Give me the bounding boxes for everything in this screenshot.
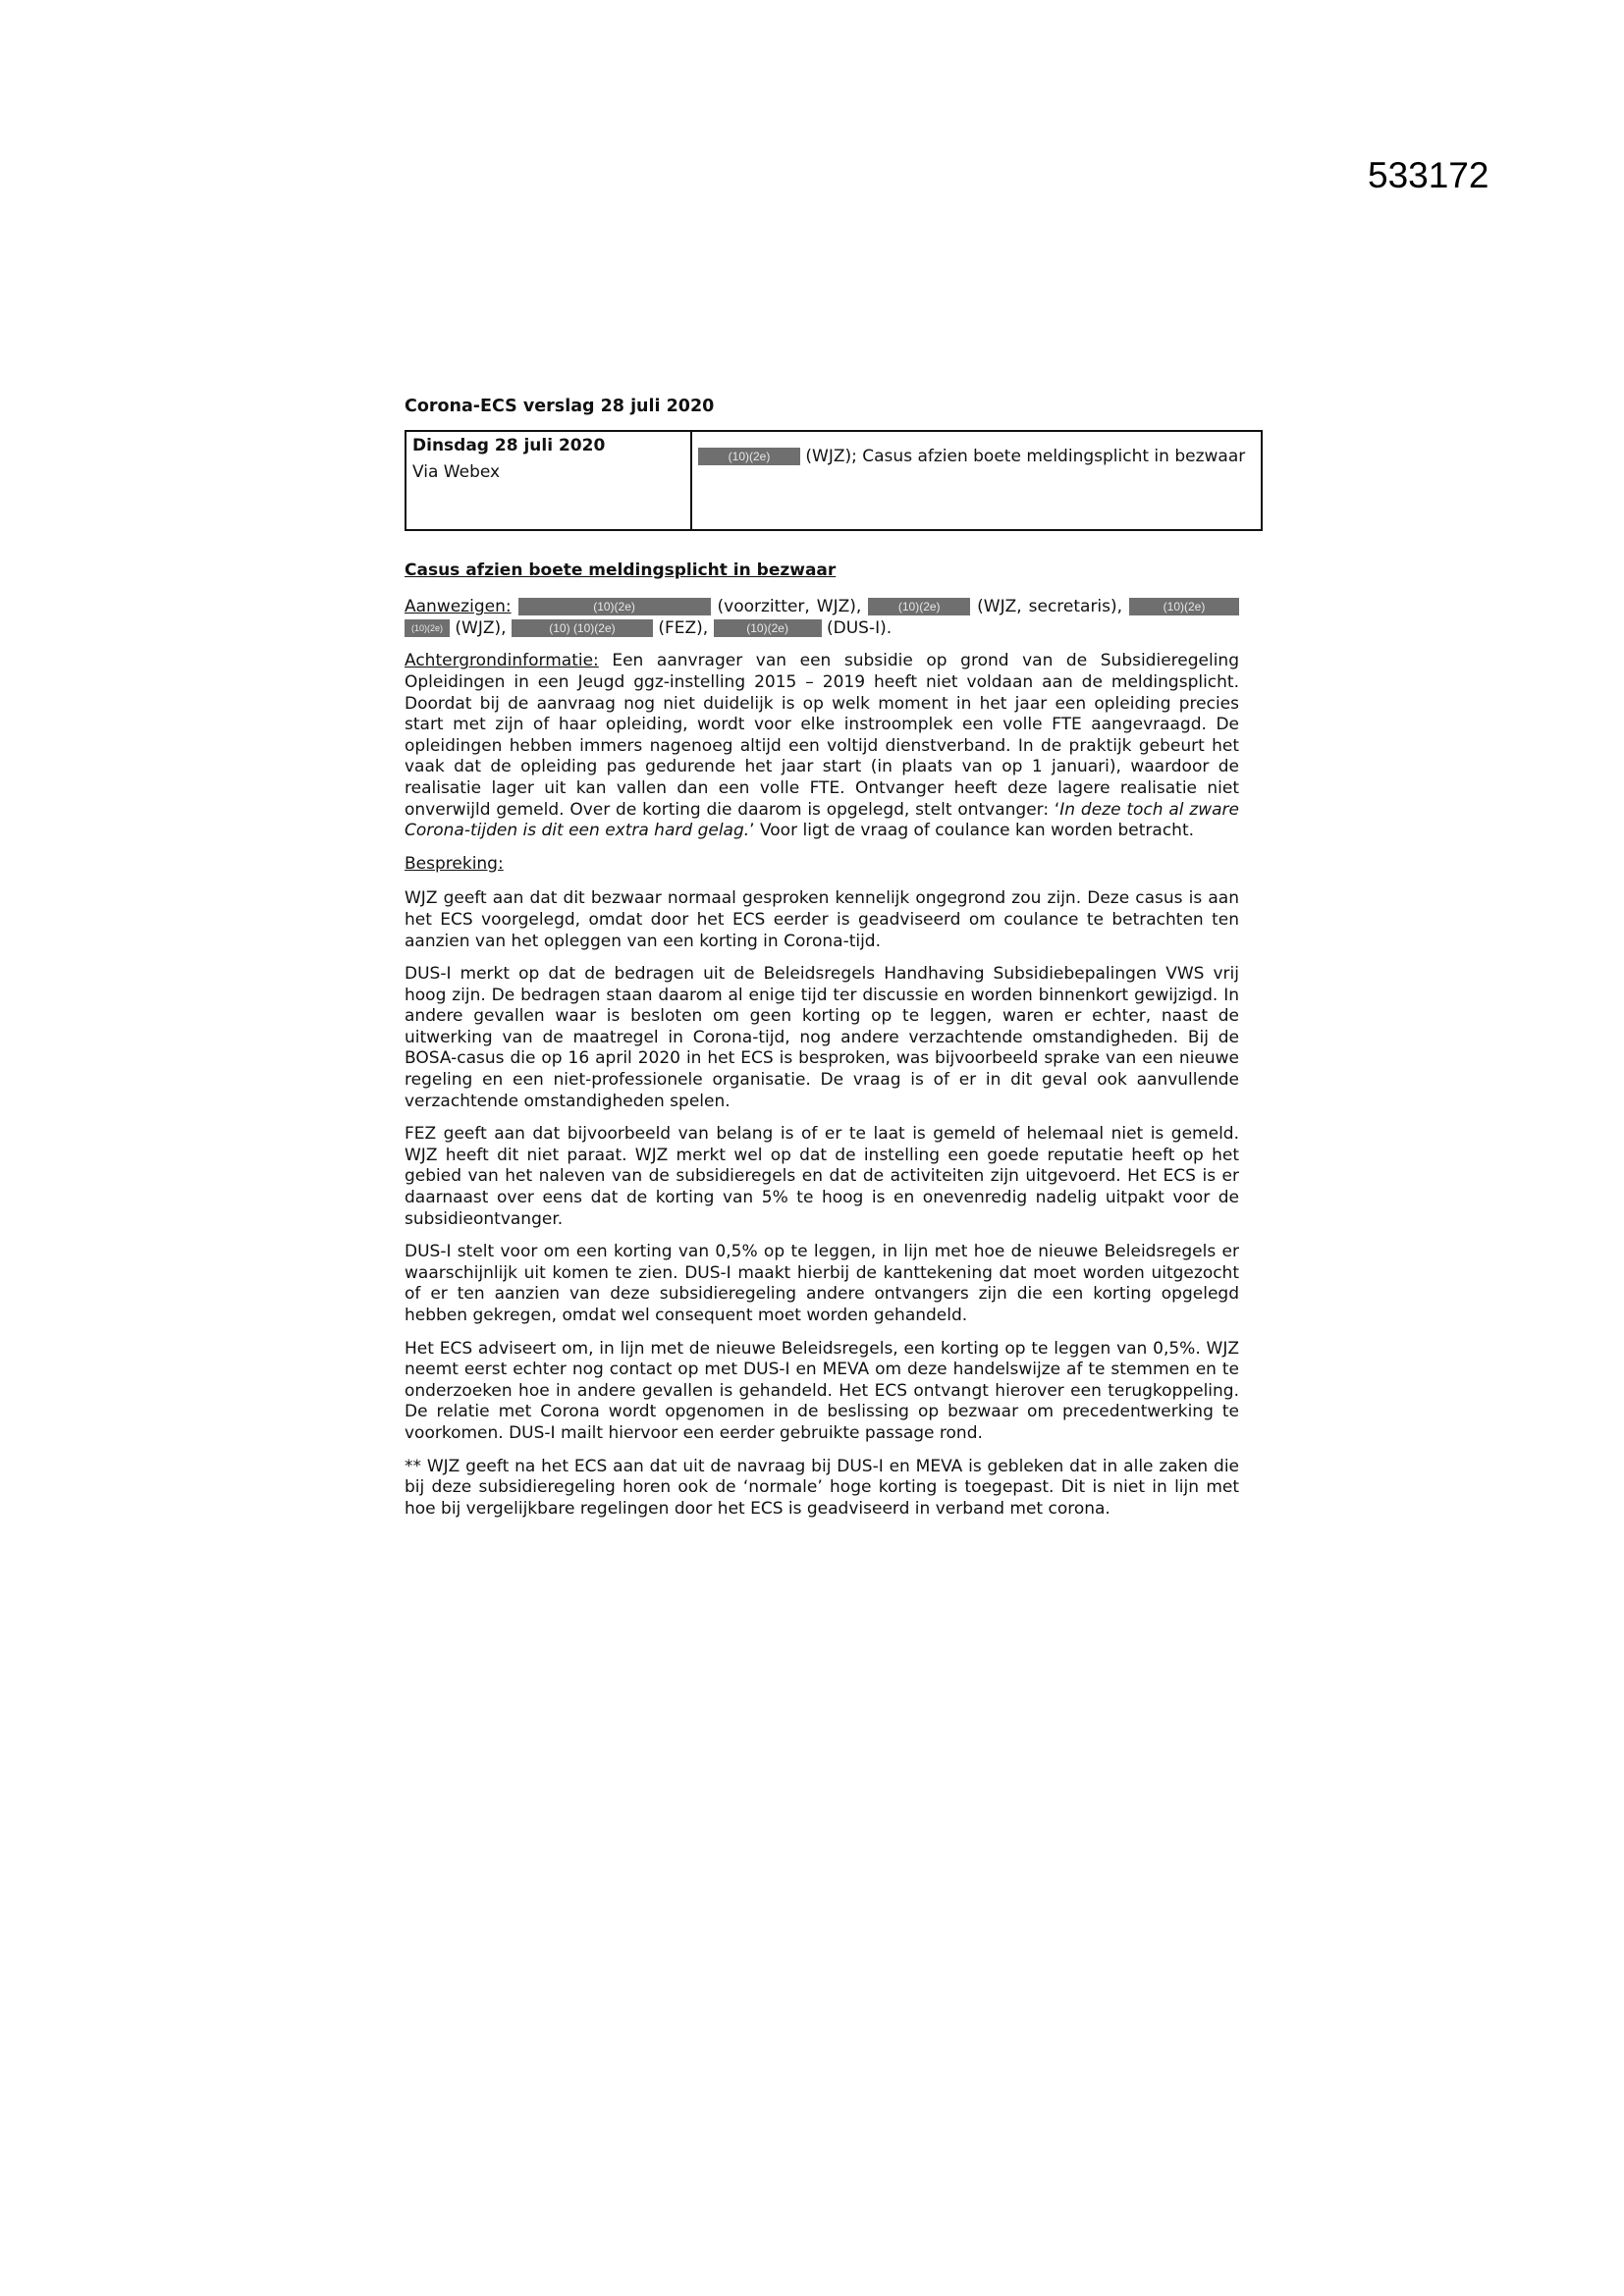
- meeting-date: Dinsdag 28 juli 2020: [412, 435, 606, 455]
- section-heading: Casus afzien boete meldingsplicht in bezwaar: [405, 560, 837, 580]
- attendee-role: (WJZ, secretaris),: [977, 597, 1123, 617]
- document-title: Corona-ECS verslag 28 juli 2020: [405, 397, 715, 416]
- discussion-paragraph: DUS-I stelt voor om een korting van 0,5% op te leggen, in lijn met hoe de nieuwe Beleidsregels er waarschijnlijk uit komen te zien. DUS-I maakt hierbij de kanttekening dat moet worden uitgezocht of er ten aanzien van deze subsidieregeling andere ontvangers zijn die een korting opgelegd hebben gekregen, omdat wel consequent moet worden gehandeld.: [405, 1242, 1239, 1325]
- redaction-block: (10)(2e): [714, 619, 822, 637]
- attendee-role: (FEZ),: [658, 617, 709, 638]
- follow-up-note: ** WJZ geeft na het ECS aan dat uit de navraag bij DUS-I en MEVA is gebleken dat in alle zaken die bij deze subsidieregeling horen ook de ‘normale’ hoge korting is toegepast. Dit is niet in lijn met hoe bij vergelijkbare regelingen door het ECS is geadviseerd in verband met corona.: [405, 1456, 1239, 1519]
- discussion-label: Bespreking:: [405, 853, 504, 874]
- meeting-info-right-cell: [691, 431, 1262, 530]
- document-body: [405, 397, 1246, 1531]
- background-quote: In deze toch al zware Corona-tijden is dit een extra hard gelag.: [405, 799, 1239, 841]
- discussion-paragraph: WJZ geeft aan dat dit bezwaar normaal gesproken kennelijk ongegrond zou zijn. Deze casus is aan het ECS voorgelegd, omdat door het ECS eerder is geadviseerd om coulance te betrachten ten aanzien van het opleggen van een korting in Corona-tijd.: [405, 888, 1239, 951]
- background-label: Achtergrondinformatie:: [405, 651, 599, 671]
- meeting-info-left-cell: [406, 431, 691, 530]
- attendee-role: (DUS-I).: [827, 617, 893, 638]
- attendees-label: Aanwezigen:: [405, 597, 512, 617]
- redaction-block: (10)(2e): [518, 598, 711, 615]
- meeting-medium: Via Webex: [412, 462, 501, 483]
- document-number: 533172: [1368, 155, 1489, 195]
- attendee-role: (voorzitter, WJZ),: [717, 597, 862, 617]
- attendees-paragraph: [405, 597, 1239, 639]
- redaction-block: (10) (10)(2e): [512, 619, 653, 637]
- discussion-paragraph: Het ECS adviseert om, in lijn met de nieuwe Beleidsregels, een korting op te leggen van 0,5%. WJZ neemt eerst echter nog contact op met DUS-I en MEVA om deze handelswijze af te stemmen en te onderzoeken hoe in andere gevallen is gehandeld. Het ECS ontvangt hierover een terugkoppeling. De relatie met Corona wordt opgenomen in de beslissing op bezwaar om precedentwerking te voorkomen. DUS-I mailt hiervoor een eerder gebruikte passage rond.: [405, 1338, 1239, 1443]
- discussion-paragraph: FEZ geeft aan dat bijvoorbeeld van belang is of er te laat is gemeld of helemaal niet is gemeld. WJZ heeft dit niet paraat. WJZ merkt wel op dat de instelling een goede reputatie heeft op het gebied van het naleven van de subsidieregels en dat de activiteiten zijn uitgevoerd. Het ECS is er daarnaast over eens dat de korting van 5% te hoog is en onevenredig nadelig uitpakt voor de subsidieontvanger.: [405, 1124, 1239, 1229]
- background-text-end: ’ Voor ligt de vraag of coulance kan worden betracht.: [749, 821, 1195, 841]
- attendee-role: (WJZ),: [455, 617, 507, 638]
- meeting-info-table: [405, 430, 1263, 531]
- redaction-block: (10)(2e): [1129, 598, 1239, 615]
- background-text: Een aanvrager van een subsidie op grond van de Subsidieregeling Opleidingen in een Jeugd ggz-instelling 2015 – 2019 heeft niet voldaan aan de meldingsplicht. Doordat bij de aanvraag nog niet duidelijk is op welk moment in het jaar een opleiding precies start met zijn of haar opleiding, wordt voor elke instroomplek een volle FTE aangevraagd. De opleidingen hebben immers nagenoeg altijd een voltijd dienstverband. In de praktijk gebeurt het vaak dat de opleiding pas gedurende het jaar start (in plaats van op 1 januari), waardoor de realisatie lager uit kan vallen dan een volle FTE. Ontvanger heeft deze lagere realisatie niet onverwijld gemeld. Over de korting die daarom is opgelegd, stelt ontvanger: ‘: [405, 651, 1239, 820]
- meeting-subject: (WJZ); Casus afzien boete meldingsplicht in bezwaar: [805, 446, 1246, 466]
- discussion-paragraph: DUS-I merkt op dat de bedragen uit de Beleidsregels Handhaving Subsidiebepalingen VWS vrij hoog zijn. De bedragen staan daarom al enige tijd ter discussie en worden binnenkort gewijzigd. In andere gevallen waar is besloten om geen korting op te leggen, waren er echter, naast de uitwerking van de maatregel in Corona-tijd, nog andere verzachtende omstandigheden. Bij de BOSA-casus die op 16 april 2020 in het ECS is besproken, was bijvoorbeeld sprake van een nieuwe regeling en een niet-professionele organisatie. De vraag is of er in dit geval ook aanvullende verzachtende omstandigheden spelen.: [405, 964, 1239, 1111]
- redaction-block: (10)(2e): [405, 619, 450, 637]
- redaction-block: (10)(2e): [868, 598, 970, 615]
- redaction-block: (10)(2e): [698, 448, 800, 465]
- background-paragraph: [405, 651, 1239, 841]
